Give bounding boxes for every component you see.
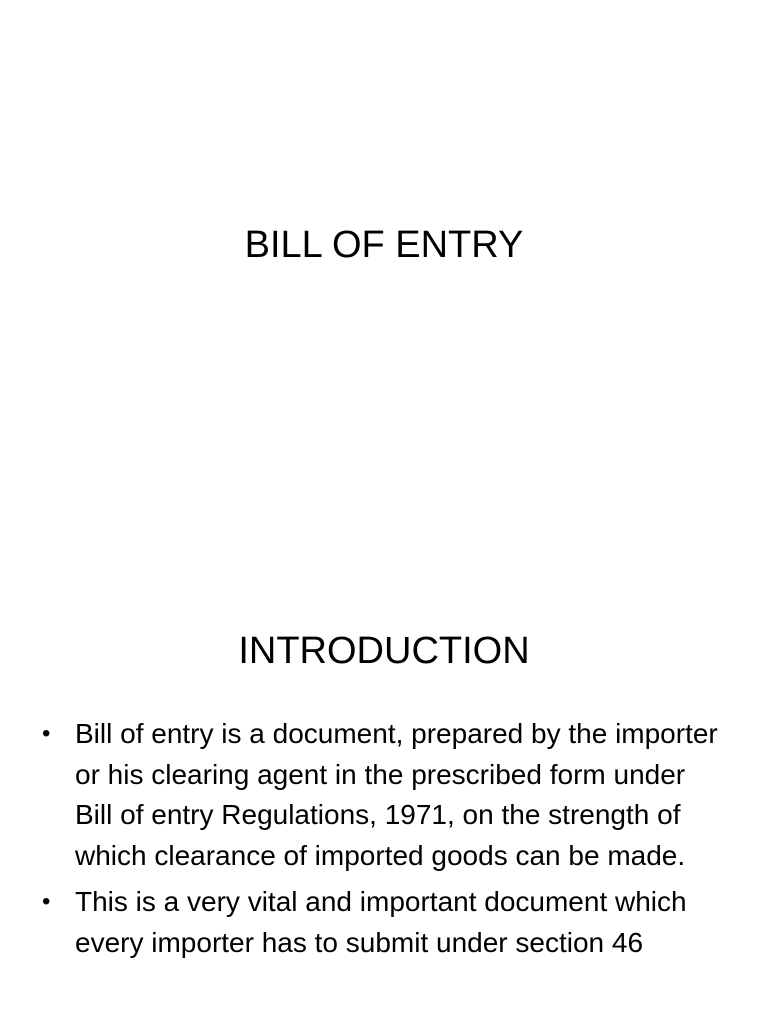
slide-introduction	[0, 576, 768, 1024]
bullet-item	[38, 882, 728, 963]
bullet-icon: •	[42, 888, 51, 915]
slide-heading: BILL OF ENTRY	[244, 224, 524, 266]
bullet-list	[38, 714, 728, 969]
bullet-text: This is a very vital and important document which every importer has to submit under section 46	[75, 886, 687, 958]
bullet-icon: •	[42, 720, 51, 747]
bullet-text: Bill of entry is a document, prepared by the importer or his clearing agent in the prescribed form under Bill of entry Regulations, 1971, on the strength of which clearance of imported goods can be made.	[75, 718, 718, 871]
bullet-item	[38, 714, 728, 876]
slide-heading: INTRODUCTION	[238, 630, 530, 672]
